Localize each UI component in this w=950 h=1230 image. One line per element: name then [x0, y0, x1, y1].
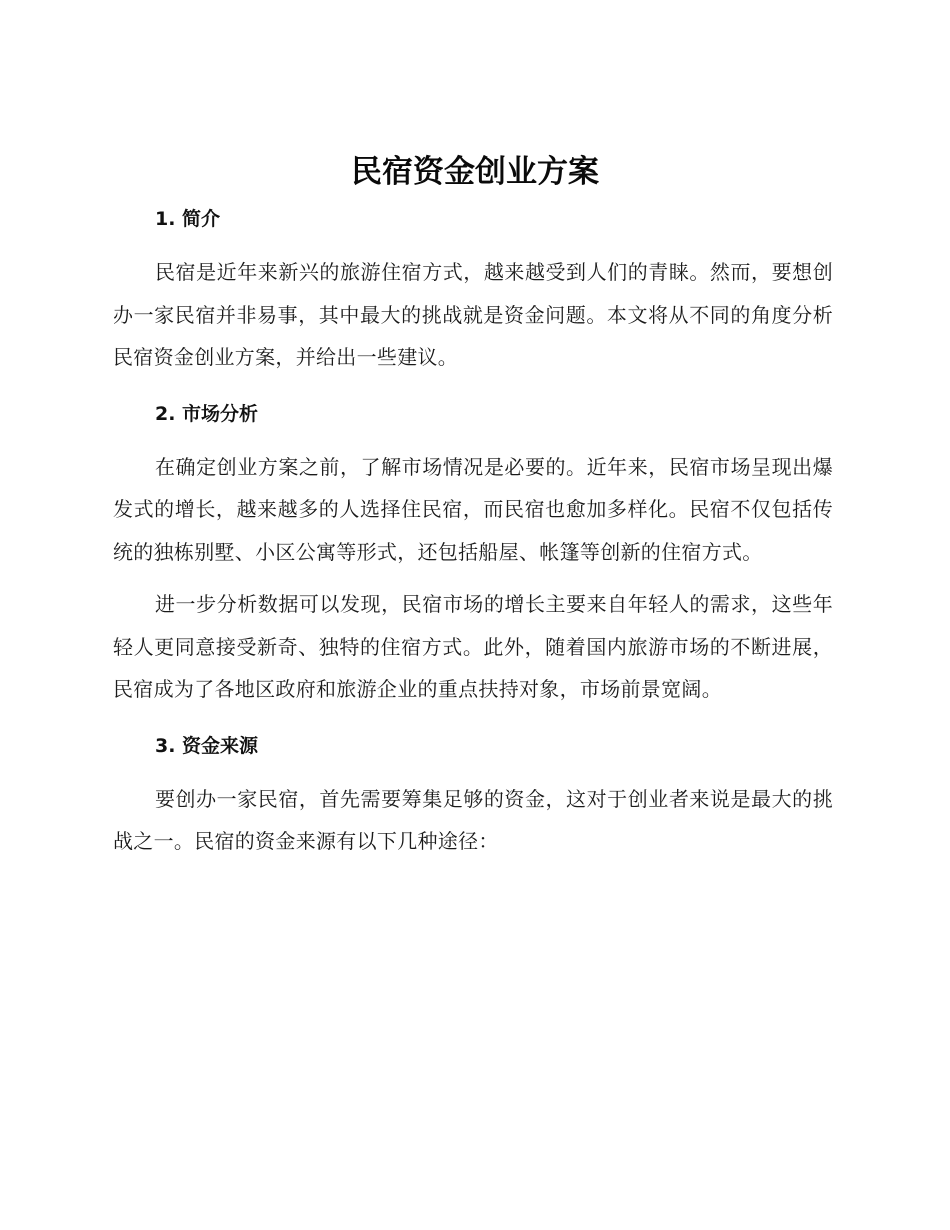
- section-market-analysis: [113, 399, 833, 711]
- paragraph: 民宿是近年来新兴的旅游住宿方式，越来越受到人们的青睐。然而，要想创办一家民宿并非易事，其中最大的挑战就是资金问题。本文将从不同的角度分析民宿资金创业方案，并给出一些建议。: [113, 260, 833, 369]
- section-funding-sources: [113, 731, 833, 863]
- document-title: 民宿资金创业方案: [351, 154, 599, 190]
- document-body: [113, 200, 833, 863]
- paragraph: 要创办一家民宿，首先需要筹集足够的资金，这对于创业者来说是最大的挑战之一。民宿的资金来源有以下几种途径：: [113, 786, 833, 853]
- paragraph: 在确定创业方案之前，了解市场情况是必要的。近年来，民宿市场呈现出爆发式的增长，越来越多的人选择住民宿，而民宿也愈加多样化。民宿不仅包括传统的独栋别墅、小区公寓等形式，还包括船屋、帐篷等创新的住宿方式。: [113, 454, 833, 564]
- section-introduction: [113, 204, 833, 379]
- section-heading: 1. 简介: [155, 208, 221, 230]
- section-heading: 3. 资金来源: [155, 734, 259, 757]
- section-heading: 2. 市场分析: [155, 402, 259, 425]
- paragraph: 进一步分析数据可以发现，民宿市场的增长主要来自年轻人的需求，这些年轻人更同意接受新奇、独特的住宿方式。此外，随着国内旅游市场的不断进展，民宿成为了各地区政府和旅游企业的重点扶持对象，市场前景宽阔。: [113, 592, 833, 701]
